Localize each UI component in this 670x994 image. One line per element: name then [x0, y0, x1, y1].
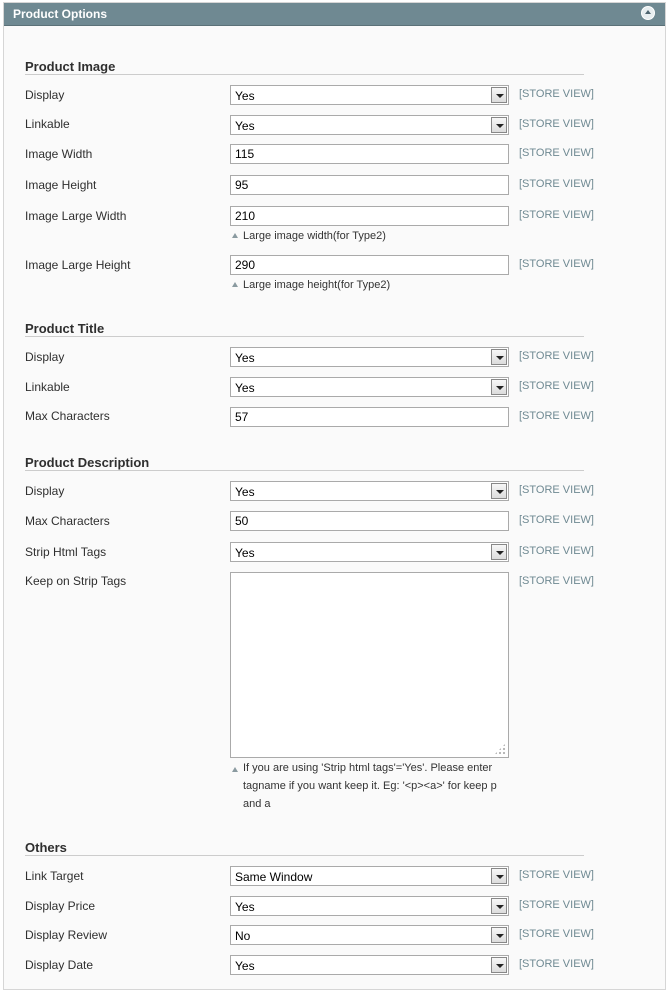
- section-divider: [25, 855, 584, 856]
- scope-label: [STORE VIEW]: [519, 88, 594, 100]
- image-height-input[interactable]: [230, 175, 509, 195]
- section-divider: [25, 470, 584, 471]
- select-value: Yes: [235, 546, 255, 560]
- panel-header[interactable]: [4, 3, 665, 26]
- select-value: Yes: [235, 900, 255, 914]
- section-divider: [25, 74, 584, 75]
- display-review-label: Display Review: [25, 928, 108, 942]
- image-large-width-input[interactable]: [230, 206, 509, 226]
- display-review-select[interactable]: [230, 925, 509, 945]
- image-large-height-label: Image Large Height: [25, 258, 131, 272]
- dropdown-arrow-icon: [491, 379, 507, 395]
- note-line: tagname if you want keep it. Eg: '<p><a>' for keep p: [243, 780, 497, 792]
- image-display-select[interactable]: [230, 85, 509, 105]
- scope-label: [STORE VIEW]: [519, 545, 594, 557]
- section-divider: [25, 336, 584, 337]
- scope-label: [STORE VIEW]: [519, 928, 594, 940]
- select-value: Yes: [235, 89, 255, 103]
- link-target-label: Link Target: [25, 869, 84, 883]
- select-value: No: [235, 929, 251, 943]
- desc-max-chars-label: Max Characters: [25, 514, 110, 528]
- desc-display-label: Display: [25, 484, 65, 498]
- select-value: Yes: [235, 119, 255, 133]
- dropdown-arrow-icon: [491, 898, 507, 914]
- image-large-height-note: Large image height(for Type2): [243, 279, 391, 291]
- display-price-select[interactable]: [230, 896, 509, 916]
- title-display-label: Display: [25, 350, 65, 364]
- resize-grip-icon[interactable]: [494, 743, 506, 755]
- desc-max-chars-input[interactable]: [230, 511, 509, 531]
- dropdown-arrow-icon: [491, 349, 507, 365]
- note-arrow-icon: [232, 233, 238, 238]
- select-value: Yes: [235, 381, 255, 395]
- dropdown-arrow-icon: [491, 483, 507, 499]
- dropdown-arrow-icon: [491, 868, 507, 884]
- scope-label: [STORE VIEW]: [519, 869, 594, 881]
- scope-label: [STORE VIEW]: [519, 575, 594, 587]
- image-linkable-label: Linkable: [25, 117, 70, 131]
- title-linkable-label: Linkable: [25, 380, 70, 394]
- select-value: Yes: [235, 485, 255, 499]
- select-value: Yes: [235, 959, 255, 973]
- title-display-select[interactable]: [230, 347, 509, 367]
- display-date-label: Display Date: [25, 958, 94, 972]
- dropdown-arrow-icon: [491, 117, 507, 133]
- collapse-icon[interactable]: [641, 6, 655, 20]
- image-display-label: Display: [25, 88, 65, 102]
- image-width-label: Image Width: [25, 147, 93, 161]
- select-value: Yes: [235, 351, 255, 365]
- scope-label: [STORE VIEW]: [519, 410, 594, 422]
- image-large-width-label: Image Large Width: [25, 209, 127, 223]
- image-large-height-input[interactable]: [230, 255, 509, 275]
- section-title-product-title: Product Title: [25, 321, 105, 336]
- display-price-label: Display Price: [25, 899, 96, 913]
- desc-keep-note: [243, 759, 503, 813]
- image-height-label: Image Height: [25, 178, 97, 192]
- note-line: If you are using 'Strip html tags'='Yes'. Please enter: [243, 762, 493, 774]
- title-max-chars-input[interactable]: [230, 407, 509, 427]
- section-title-product-description: Product Description: [25, 455, 150, 470]
- scope-label: [STORE VIEW]: [519, 147, 594, 159]
- display-date-select[interactable]: [230, 955, 509, 975]
- section-title-product-image: Product Image: [25, 59, 116, 74]
- desc-strip-select[interactable]: [230, 542, 509, 562]
- scope-label: [STORE VIEW]: [519, 178, 594, 190]
- product-options-panel: [3, 2, 666, 990]
- link-target-select[interactable]: [230, 866, 509, 886]
- scope-label: [STORE VIEW]: [519, 209, 594, 221]
- scope-label: [STORE VIEW]: [519, 514, 594, 526]
- image-large-width-note: Large image width(for Type2): [243, 230, 386, 242]
- desc-display-select[interactable]: [230, 481, 509, 501]
- section-title-others: Others: [25, 840, 67, 855]
- panel-title: Product Options: [13, 7, 107, 21]
- image-linkable-select[interactable]: [230, 115, 509, 135]
- dropdown-arrow-icon: [491, 544, 507, 560]
- scope-label: [STORE VIEW]: [519, 958, 594, 970]
- scope-label: [STORE VIEW]: [519, 484, 594, 496]
- dropdown-arrow-icon: [491, 957, 507, 973]
- desc-keep-textarea[interactable]: [230, 572, 509, 758]
- note-arrow-icon: [232, 767, 238, 772]
- note-line: and a: [243, 798, 271, 810]
- scope-label: [STORE VIEW]: [519, 258, 594, 270]
- desc-strip-label: Strip Html Tags: [25, 545, 107, 559]
- title-linkable-select[interactable]: [230, 377, 509, 397]
- scope-label: [STORE VIEW]: [519, 118, 594, 130]
- image-width-input[interactable]: [230, 144, 509, 164]
- title-max-chars-label: Max Characters: [25, 409, 110, 423]
- scope-label: [STORE VIEW]: [519, 350, 594, 362]
- note-arrow-icon: [232, 282, 238, 287]
- desc-keep-label: Keep on Strip Tags: [25, 574, 127, 588]
- scope-label: [STORE VIEW]: [519, 380, 594, 392]
- dropdown-arrow-icon: [491, 927, 507, 943]
- dropdown-arrow-icon: [491, 87, 507, 103]
- select-value: Same Window: [235, 870, 313, 884]
- scope-label: [STORE VIEW]: [519, 899, 594, 911]
